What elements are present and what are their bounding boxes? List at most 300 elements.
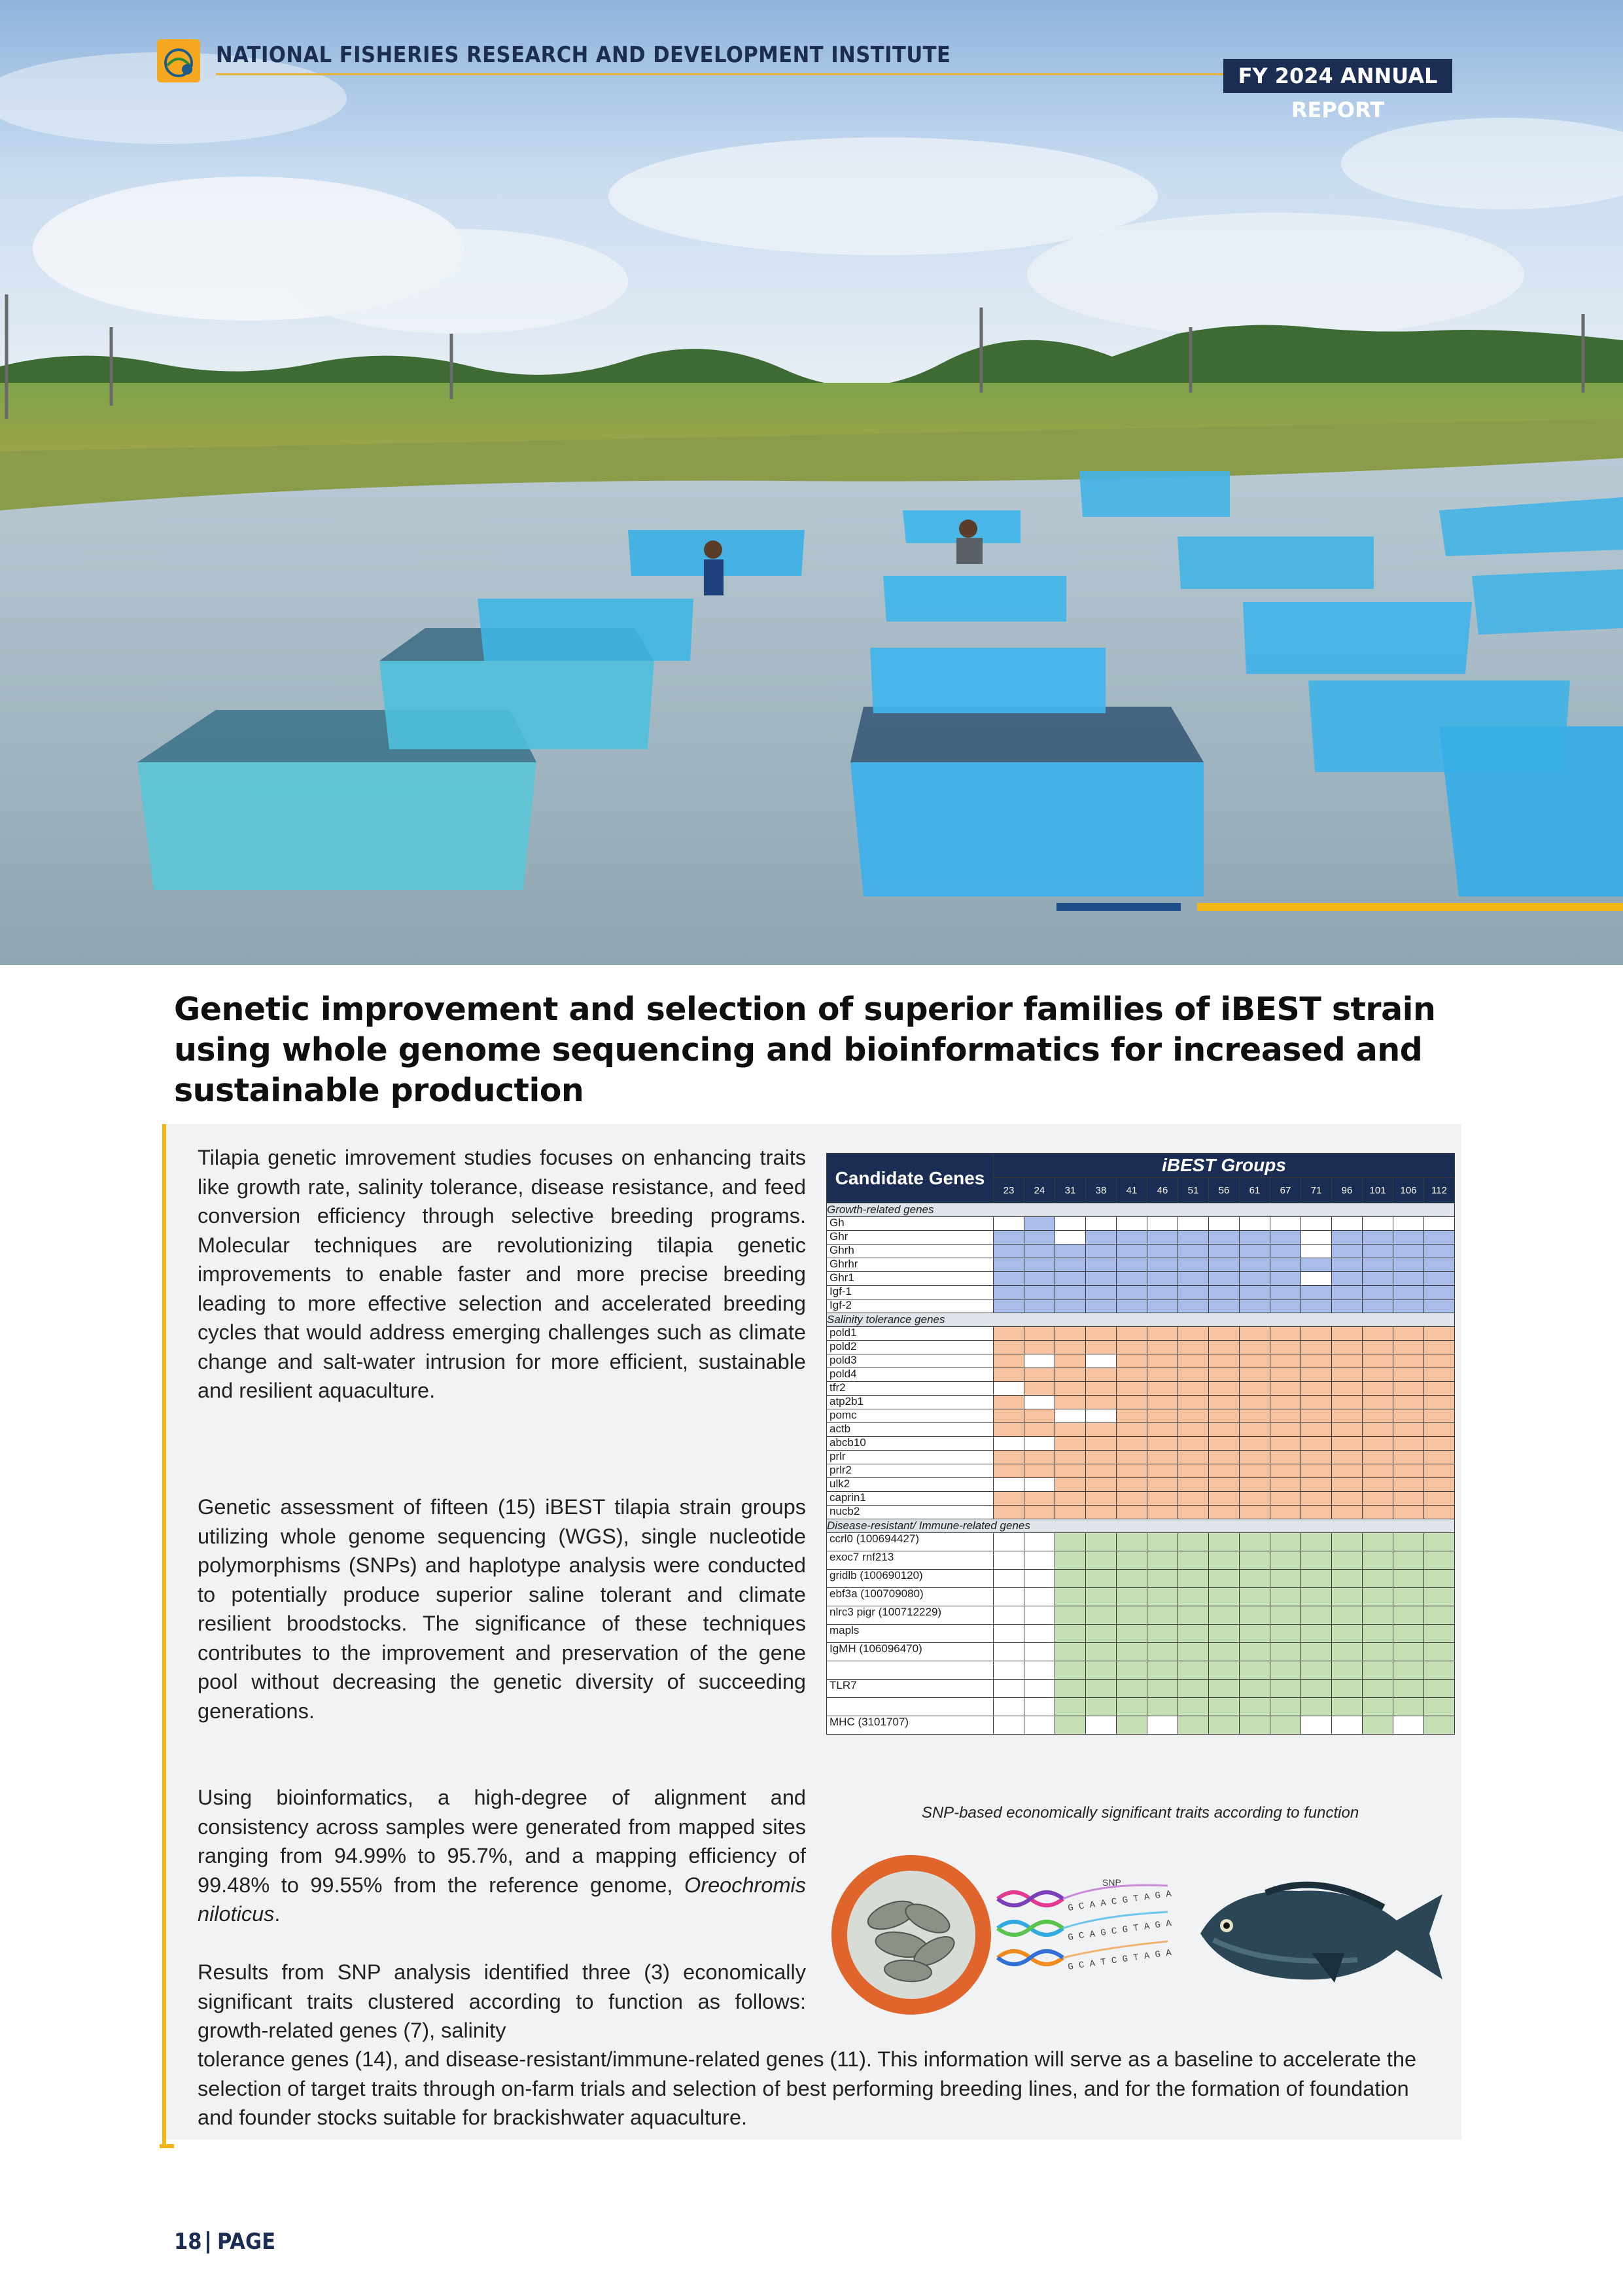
snp-cell xyxy=(1270,1396,1301,1409)
snp-cell xyxy=(1178,1464,1209,1478)
snp-cell xyxy=(1178,1258,1209,1272)
snp-cell xyxy=(1393,1464,1424,1478)
snp-cell xyxy=(1301,1354,1332,1368)
snp-cell xyxy=(1240,1588,1270,1606)
snp-cell xyxy=(1147,1409,1178,1423)
snp-cell xyxy=(1332,1299,1363,1313)
snp-cell xyxy=(1301,1506,1332,1519)
snp-cell xyxy=(1147,1606,1178,1625)
snp-cell xyxy=(1270,1533,1301,1551)
gene-row xyxy=(827,1382,1455,1396)
snp-cell xyxy=(1393,1506,1424,1519)
snp-cell xyxy=(994,1533,1024,1551)
snp-cell xyxy=(1055,1299,1086,1313)
snp-cell xyxy=(1117,1606,1147,1625)
snp-cell xyxy=(1055,1570,1086,1588)
snp-cell xyxy=(1424,1258,1455,1272)
snp-cell xyxy=(1086,1437,1117,1451)
snp-cell xyxy=(1240,1451,1270,1464)
gene-name: Ghr xyxy=(827,1231,994,1245)
snp-cell xyxy=(1024,1299,1055,1313)
gene-name: pold1 xyxy=(827,1327,994,1341)
snp-cell xyxy=(1363,1451,1393,1464)
snp-cell xyxy=(1301,1341,1332,1354)
snp-cell xyxy=(1055,1409,1086,1423)
snp-cell xyxy=(1332,1464,1363,1478)
snp-cell xyxy=(1086,1368,1117,1382)
snp-cell xyxy=(1024,1396,1055,1409)
snp-cell xyxy=(1240,1396,1270,1409)
snp-cell xyxy=(1393,1423,1424,1437)
gene-name: IgMH (106096470) xyxy=(827,1643,994,1661)
gene-name: ccrl0 (100694427) xyxy=(827,1533,994,1551)
snp-cell xyxy=(1086,1625,1117,1643)
snp-cell xyxy=(1209,1506,1240,1519)
gene-row xyxy=(827,1716,1455,1735)
snp-cell xyxy=(1055,1625,1086,1643)
snp-cell xyxy=(1424,1661,1455,1680)
snp-cell xyxy=(1024,1551,1055,1570)
group-header-cell: 56 xyxy=(1209,1178,1240,1203)
snp-cell xyxy=(1024,1680,1055,1698)
gene-name: Ghr1 xyxy=(827,1272,994,1286)
snp-cell xyxy=(1363,1588,1393,1606)
snp-cell xyxy=(1363,1272,1393,1286)
snp-cell xyxy=(1024,1341,1055,1354)
snp-cell xyxy=(1363,1698,1393,1716)
dna-strand-2: G C A G C G T A G A xyxy=(1067,1918,1172,1943)
snp-cell xyxy=(1086,1231,1117,1245)
snp-cell xyxy=(1117,1451,1147,1464)
snp-cell xyxy=(1147,1588,1178,1606)
snp-cell xyxy=(1424,1272,1455,1286)
snp-cell xyxy=(1055,1492,1086,1506)
snp-cell xyxy=(1209,1643,1240,1661)
gene-name: pold2 xyxy=(827,1341,994,1354)
snp-cell xyxy=(1240,1341,1270,1354)
snp-cell xyxy=(1270,1231,1301,1245)
group-header-cell: 67 xyxy=(1270,1178,1301,1203)
paragraph-assessment: Genetic assessment of fifteen (15) iBEST tilapia strain groups utilizing whole genome sequencing (WGS), single nucleotide polymorphisms (SNPs) and haplotype analysis were conducted to potentially produce superior saline tolerant and climate resilient broodstocks. The significance of these techniques contributes to the improvement and preservation of the gene pool without decreasing the genetic diversity of succeeding generations. xyxy=(198,1495,806,1723)
snp-cell xyxy=(1240,1606,1270,1625)
snp-cell xyxy=(1270,1451,1301,1464)
snp-cell xyxy=(994,1354,1024,1368)
snp-cell xyxy=(1147,1382,1178,1396)
snp-cell xyxy=(1240,1551,1270,1570)
snp-cell xyxy=(1424,1588,1455,1606)
snp-cell xyxy=(1393,1327,1424,1341)
snp-cell xyxy=(1424,1299,1455,1313)
snp-cell xyxy=(1147,1492,1178,1506)
snp-cell xyxy=(1301,1382,1332,1396)
snp-cell xyxy=(1209,1606,1240,1625)
gene-name: nucb2 xyxy=(827,1506,994,1519)
snp-cell xyxy=(1147,1661,1178,1680)
snp-cell xyxy=(1363,1643,1393,1661)
snp-cell xyxy=(1240,1382,1270,1396)
snp-cell xyxy=(1117,1231,1147,1245)
snp-cell xyxy=(1240,1625,1270,1643)
snp-cell xyxy=(1147,1217,1178,1231)
snp-cell xyxy=(1178,1382,1209,1396)
snp-cell xyxy=(1024,1606,1055,1625)
snp-cell xyxy=(1055,1368,1086,1382)
snp-cell xyxy=(1301,1698,1332,1716)
snp-cell xyxy=(1363,1286,1393,1299)
snp-cell xyxy=(1301,1551,1332,1570)
snp-cell xyxy=(1424,1680,1455,1698)
snp-cell xyxy=(1393,1258,1424,1272)
snp-cell xyxy=(1178,1409,1209,1423)
snp-cell xyxy=(1363,1396,1393,1409)
snp-cell xyxy=(1393,1451,1424,1464)
snp-cell xyxy=(1363,1533,1393,1551)
snp-cell xyxy=(994,1382,1024,1396)
gene-row xyxy=(827,1437,1455,1451)
snp-cell xyxy=(1393,1299,1424,1313)
snp-cell xyxy=(1424,1382,1455,1396)
snp-cell xyxy=(1424,1217,1455,1231)
gene-row xyxy=(827,1661,1455,1680)
gene-name: Ghrh xyxy=(827,1245,994,1258)
snp-cell xyxy=(1270,1464,1301,1478)
gene-row xyxy=(827,1588,1455,1606)
paragraph-intro: Tilapia genetic imrovement studies focuses on enhancing traits like growth rate, salinity tolerance, disease resistance, and feed conversion efficiency through selective breeding programs. Molecular techniques are revolutionizing tilapia genetic improvements to enable faster and more precise breeding leading to more effective selection and accelerated breeding cycles that would address emerging challenges such as climate change and salt-water intrusion for more efficient, sustainable and resilient aquaculture. xyxy=(198,1146,806,1402)
snp-cell xyxy=(1024,1327,1055,1341)
snp-cell xyxy=(1117,1437,1147,1451)
gene-name: nlrc3 pigr (100712229) xyxy=(827,1606,994,1625)
snp-cell xyxy=(1363,1245,1393,1258)
snp-cell xyxy=(1055,1451,1086,1464)
snp-cell xyxy=(1178,1661,1209,1680)
snp-cell xyxy=(1055,1478,1086,1492)
snp-cell xyxy=(1270,1272,1301,1286)
snp-cell xyxy=(1147,1716,1178,1735)
snp-cell xyxy=(1117,1396,1147,1409)
snp-cell xyxy=(1024,1272,1055,1286)
snp-cell xyxy=(1301,1396,1332,1409)
snp-cell xyxy=(1363,1368,1393,1382)
snp-cell xyxy=(1055,1661,1086,1680)
snp-cell xyxy=(1086,1551,1117,1570)
snp-cell xyxy=(1424,1492,1455,1506)
snp-cell xyxy=(1178,1588,1209,1606)
gene-row xyxy=(827,1643,1455,1661)
snp-cell xyxy=(1301,1327,1332,1341)
group-header-cell: 51 xyxy=(1178,1178,1209,1203)
snp-cell xyxy=(1332,1354,1363,1368)
gene-group-label: Growth-related genes xyxy=(827,1203,1455,1217)
snp-cell xyxy=(1086,1258,1117,1272)
snp-cell xyxy=(1055,1437,1086,1451)
gene-row xyxy=(827,1492,1455,1506)
snp-cell xyxy=(994,1643,1024,1661)
snp-cell xyxy=(1086,1478,1117,1492)
gene-name: Igf-1 xyxy=(827,1286,994,1299)
snp-cell xyxy=(1393,1341,1424,1354)
snp-cell xyxy=(1086,1299,1117,1313)
snp-cell xyxy=(1209,1464,1240,1478)
snp-cell xyxy=(1055,1354,1086,1368)
gene-name: pold3 xyxy=(827,1354,994,1368)
snp-cell xyxy=(1024,1492,1055,1506)
snp-cell xyxy=(1393,1478,1424,1492)
snp-cell xyxy=(1424,1354,1455,1368)
snp-cell xyxy=(1363,1551,1393,1570)
snp-cell xyxy=(1270,1643,1301,1661)
snp-cell xyxy=(1209,1327,1240,1341)
snp-cell xyxy=(1147,1451,1178,1464)
snp-cell xyxy=(1240,1423,1270,1437)
snp-dna-graphic xyxy=(991,1873,1174,1987)
snp-cell xyxy=(994,1409,1024,1423)
snp-cell xyxy=(1209,1570,1240,1588)
snp-cell xyxy=(1240,1661,1270,1680)
snp-cell xyxy=(1086,1643,1117,1661)
snp-cell xyxy=(1424,1327,1455,1341)
gene-row xyxy=(827,1551,1455,1570)
snp-cell xyxy=(1178,1437,1209,1451)
paragraph-bioinformatics xyxy=(198,1783,806,1929)
snp-cell xyxy=(1301,1588,1332,1606)
snp-cell xyxy=(1332,1643,1363,1661)
gene-row xyxy=(827,1299,1455,1313)
snp-cell xyxy=(1240,1698,1270,1716)
snp-cell xyxy=(1393,1533,1424,1551)
snp-cell xyxy=(1363,1341,1393,1354)
snp-cell xyxy=(1301,1716,1332,1735)
gene-name: Igf-2 xyxy=(827,1299,994,1313)
snp-cell xyxy=(1209,1478,1240,1492)
snp-cell xyxy=(1301,1245,1332,1258)
snp-cell xyxy=(1117,1341,1147,1354)
group-header-cell: 61 xyxy=(1240,1178,1270,1203)
snp-cell xyxy=(1117,1551,1147,1570)
snp-cell xyxy=(1240,1258,1270,1272)
snp-cell xyxy=(1147,1478,1178,1492)
snp-cell xyxy=(1147,1533,1178,1551)
snp-cell xyxy=(1147,1396,1178,1409)
snp-cell xyxy=(1117,1464,1147,1478)
snp-cell xyxy=(1332,1327,1363,1341)
snp-cell xyxy=(1209,1661,1240,1680)
header-ibest-groups: iBEST Groups xyxy=(994,1154,1455,1178)
snp-cell xyxy=(1270,1492,1301,1506)
snp-cell xyxy=(1055,1327,1086,1341)
snp-cell xyxy=(1024,1506,1055,1519)
snp-cell xyxy=(1147,1231,1178,1245)
snp-cell xyxy=(1363,1680,1393,1698)
gene-row xyxy=(827,1570,1455,1588)
snp-cell xyxy=(1178,1245,1209,1258)
snp-cell xyxy=(1178,1396,1209,1409)
tilapia-fish-illustration xyxy=(1187,1868,1449,2002)
snp-cell xyxy=(1209,1492,1240,1506)
snp-cell xyxy=(1332,1625,1363,1643)
snp-cell xyxy=(1270,1354,1301,1368)
snp-cell xyxy=(1147,1625,1178,1643)
dna-strand-3: G C A T C G T A G A xyxy=(1067,1947,1172,1973)
snp-cell xyxy=(1178,1478,1209,1492)
snp-cell xyxy=(1178,1492,1209,1506)
snp-cell xyxy=(1332,1217,1363,1231)
snp-cell xyxy=(1147,1437,1178,1451)
snp-cell xyxy=(1240,1478,1270,1492)
snp-cell xyxy=(1147,1272,1178,1286)
snp-cell xyxy=(1424,1464,1455,1478)
snp-cell xyxy=(1178,1680,1209,1698)
page-number-separator xyxy=(207,2231,209,2253)
gene-name: Ghrhr xyxy=(827,1258,994,1272)
snp-cell xyxy=(1209,1272,1240,1286)
snp-cell xyxy=(1209,1680,1240,1698)
snp-cell xyxy=(1024,1258,1055,1272)
snp-cell xyxy=(1424,1396,1455,1409)
institute-logo xyxy=(157,39,200,82)
institute-name: NATIONAL FISHERIES RESEARCH AND DEVELOPMENT INSTITUTE xyxy=(216,42,951,68)
snp-cell xyxy=(1270,1382,1301,1396)
snp-cell xyxy=(1086,1286,1117,1299)
snp-cell xyxy=(994,1258,1024,1272)
gene-row xyxy=(827,1272,1455,1286)
snp-cell xyxy=(1055,1551,1086,1570)
snp-cell xyxy=(1363,1354,1393,1368)
snp-cell xyxy=(1270,1698,1301,1716)
snp-cell xyxy=(1393,1437,1424,1451)
snp-cell xyxy=(1117,1272,1147,1286)
gene-table xyxy=(826,1153,1455,1735)
snp-cell xyxy=(1363,1606,1393,1625)
gene-row xyxy=(827,1217,1455,1231)
snp-cell xyxy=(1424,1570,1455,1588)
gene-name: mapls xyxy=(827,1625,994,1643)
snp-cell xyxy=(1178,1286,1209,1299)
gene-group-row xyxy=(827,1203,1455,1217)
snp-cell xyxy=(1393,1286,1424,1299)
gene-row xyxy=(827,1368,1455,1382)
gene-row xyxy=(827,1423,1455,1437)
snp-cell xyxy=(1024,1368,1055,1382)
page-number: 18 xyxy=(174,2229,202,2255)
header-candidate-genes: Candidate Genes xyxy=(827,1154,994,1203)
snp-cell xyxy=(1086,1396,1117,1409)
snp-cell xyxy=(1301,1368,1332,1382)
snp-cell xyxy=(994,1299,1024,1313)
snp-cell xyxy=(1178,1354,1209,1368)
snp-cell xyxy=(1393,1272,1424,1286)
group-header-cell: 46 xyxy=(1147,1178,1178,1203)
table-caption: SNP-based economically significant traits according to function xyxy=(921,1804,1359,1822)
snp-cell xyxy=(1393,1409,1424,1423)
snp-cell xyxy=(1393,1680,1424,1698)
snp-cell xyxy=(1301,1409,1332,1423)
gene-group-row xyxy=(827,1519,1455,1533)
gene-name: abcb10 xyxy=(827,1437,994,1451)
gene-name: prlr xyxy=(827,1451,994,1464)
snp-cell xyxy=(1209,1423,1240,1437)
snp-cell xyxy=(1270,1368,1301,1382)
snp-cell xyxy=(1086,1716,1117,1735)
snp-cell xyxy=(1086,1680,1117,1698)
snp-cell xyxy=(1209,1588,1240,1606)
snp-cell xyxy=(1086,1570,1117,1588)
snp-cell xyxy=(994,1506,1024,1519)
snp-cell xyxy=(1147,1245,1178,1258)
snp-cell xyxy=(1209,1368,1240,1382)
snp-cell xyxy=(1086,1354,1117,1368)
group-header-cell: 31 xyxy=(1055,1178,1086,1203)
snp-cell xyxy=(1147,1258,1178,1272)
snp-cell xyxy=(1270,1258,1301,1272)
snp-cell xyxy=(1332,1716,1363,1735)
snp-cell xyxy=(1424,1451,1455,1464)
snp-cell xyxy=(1270,1299,1301,1313)
snp-cell xyxy=(994,1286,1024,1299)
snp-cell xyxy=(1393,1551,1424,1570)
snp-cell xyxy=(1147,1506,1178,1519)
snp-cell xyxy=(1209,1551,1240,1570)
snp-cell xyxy=(994,1327,1024,1341)
snp-cell xyxy=(1024,1698,1055,1716)
paragraph-results: Results from SNP analysis identified three (3) economically significant traits clustered according to function as follows: growth-related genes (7), salinity xyxy=(198,1960,806,2042)
snp-cell xyxy=(1024,1661,1055,1680)
snp-cell xyxy=(1363,1492,1393,1506)
gene-row xyxy=(827,1533,1455,1551)
snp-cell xyxy=(1332,1506,1363,1519)
snp-cell xyxy=(1332,1698,1363,1716)
group-header-cell: 101 xyxy=(1363,1178,1393,1203)
snp-cell xyxy=(1393,1661,1424,1680)
snp-cell xyxy=(1024,1231,1055,1245)
snp-cell xyxy=(1332,1533,1363,1551)
snp-cell xyxy=(994,1625,1024,1643)
snp-cell xyxy=(1301,1606,1332,1625)
snp-cell xyxy=(1178,1368,1209,1382)
snp-cell xyxy=(1178,1299,1209,1313)
snp-cell xyxy=(1178,1327,1209,1341)
snp-cell xyxy=(1209,1341,1240,1354)
snp-cell xyxy=(1393,1643,1424,1661)
snp-cell xyxy=(1055,1588,1086,1606)
snp-cell xyxy=(1055,1286,1086,1299)
snp-cell xyxy=(1055,1258,1086,1272)
snp-cell xyxy=(1332,1606,1363,1625)
gene-name: TLR7 xyxy=(827,1680,994,1698)
snp-cell xyxy=(1024,1382,1055,1396)
snp-cell xyxy=(1209,1533,1240,1551)
snp-cell xyxy=(1393,1698,1424,1716)
snp-cell xyxy=(994,1437,1024,1451)
article-title: Genetic improvement and selection of superior families of iBEST strain using whole genome sequencing and bioinformatics for increased and sustainable production xyxy=(174,991,1436,1109)
snp-cell xyxy=(1270,1661,1301,1680)
snp-cell xyxy=(1209,1716,1240,1735)
snp-cell xyxy=(1332,1478,1363,1492)
snp-cell xyxy=(1055,1382,1086,1396)
snp-cell xyxy=(1117,1492,1147,1506)
snp-label: SNP xyxy=(1102,1877,1121,1888)
gene-row xyxy=(827,1464,1455,1478)
gene-row xyxy=(827,1698,1455,1716)
snp-cell xyxy=(994,1606,1024,1625)
snp-cell xyxy=(1270,1588,1301,1606)
gene-row xyxy=(827,1258,1455,1272)
snp-cell xyxy=(1055,1272,1086,1286)
snp-cell xyxy=(1270,1341,1301,1354)
snp-cell xyxy=(1332,1341,1363,1354)
snp-cell xyxy=(1024,1451,1055,1464)
snp-cell xyxy=(1117,1680,1147,1698)
snp-cell xyxy=(1393,1588,1424,1606)
